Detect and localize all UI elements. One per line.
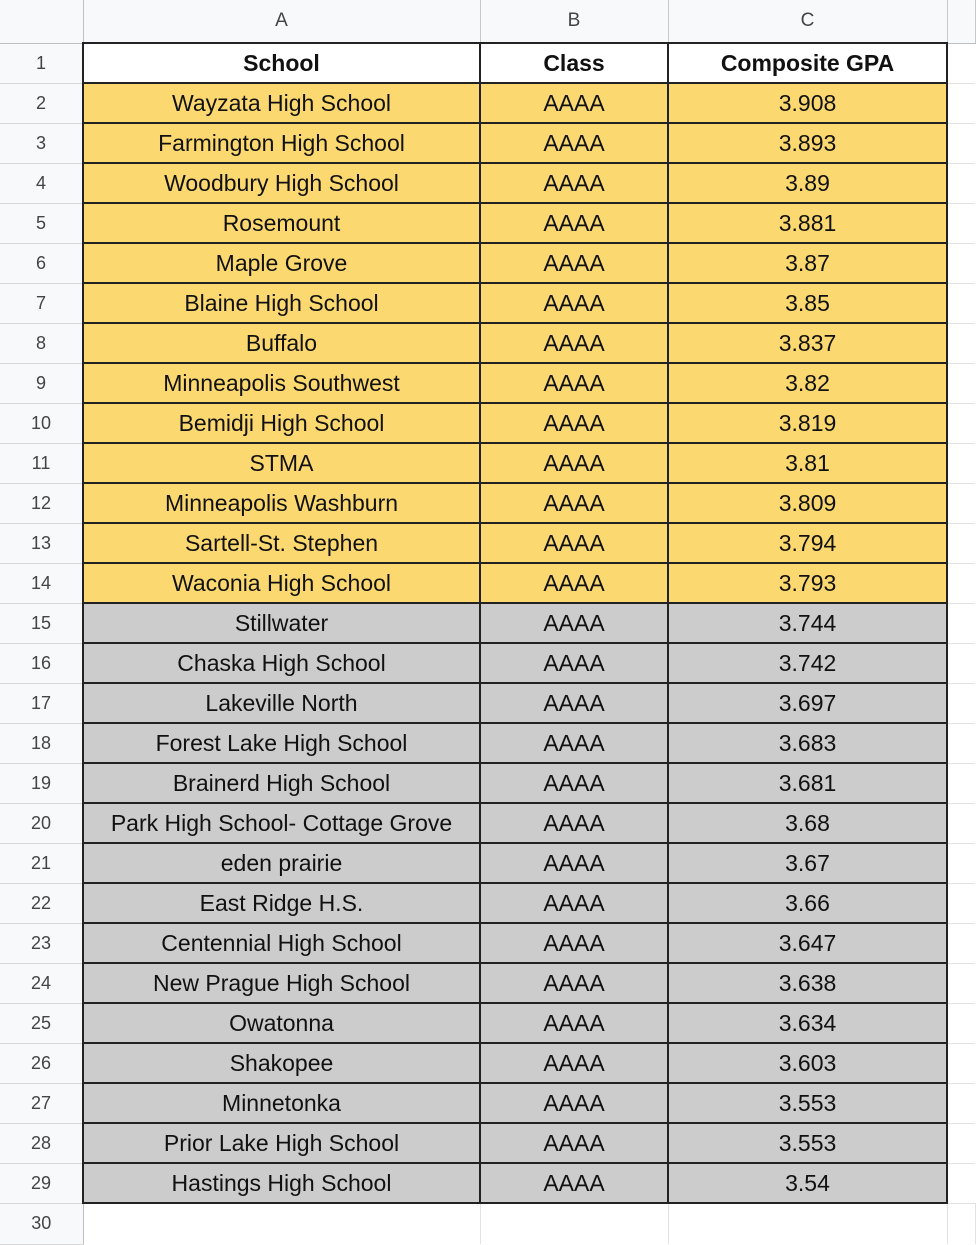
- cell-class[interactable]: AAAA: [480, 523, 668, 563]
- table-row: [0, 603, 975, 643]
- row-number[interactable]: 20: [0, 803, 83, 843]
- empty-cell[interactable]: [480, 1203, 668, 1244]
- cell-school[interactable]: Owatonna: [83, 1003, 480, 1043]
- empty-cell[interactable]: [947, 643, 975, 683]
- cell-class[interactable]: AAAA: [480, 843, 668, 883]
- cell-gpa[interactable]: 3.794: [668, 523, 947, 563]
- table-row: [0, 1163, 975, 1203]
- cell-school[interactable]: Centennial High School: [83, 923, 480, 963]
- cell-gpa[interactable]: 3.837: [668, 323, 947, 363]
- cell-gpa[interactable]: 3.54: [668, 1163, 947, 1203]
- cell-school[interactable]: Brainerd High School: [83, 763, 480, 803]
- table-row: [0, 1123, 975, 1163]
- cell-class[interactable]: AAAA: [480, 883, 668, 923]
- cell-class[interactable]: AAAA: [480, 963, 668, 1003]
- table-row: [0, 123, 975, 163]
- empty-cell[interactable]: [947, 363, 975, 403]
- empty-row: [0, 1203, 975, 1244]
- select-all-corner[interactable]: [0, 0, 83, 43]
- cell-gpa[interactable]: 3.553: [668, 1083, 947, 1123]
- cell-school[interactable]: Shakopee: [83, 1043, 480, 1083]
- table-row: [0, 563, 975, 603]
- cell-school[interactable]: Chaska High School: [83, 643, 480, 683]
- empty-cell[interactable]: [947, 1043, 975, 1083]
- row-number[interactable]: 3: [0, 123, 83, 163]
- empty-cell[interactable]: [947, 203, 975, 243]
- table-row: [0, 243, 975, 283]
- row-number[interactable]: 16: [0, 643, 83, 683]
- cell-class[interactable]: AAAA: [480, 283, 668, 323]
- cell-gpa[interactable]: 3.809: [668, 483, 947, 523]
- cell-school[interactable]: eden prairie: [83, 843, 480, 883]
- row-number[interactable]: 1: [0, 43, 83, 83]
- cell-school[interactable]: Bemidji High School: [83, 403, 480, 443]
- table-row: [0, 83, 975, 123]
- cell-gpa[interactable]: 3.681: [668, 763, 947, 803]
- empty-cell[interactable]: [947, 243, 975, 283]
- table-row: [0, 803, 975, 843]
- row-number[interactable]: 22: [0, 883, 83, 923]
- row-number[interactable]: 11: [0, 443, 83, 483]
- empty-cell[interactable]: [947, 1123, 975, 1163]
- empty-cell[interactable]: [947, 723, 975, 763]
- cell-class[interactable]: AAAA: [480, 643, 668, 683]
- row-number[interactable]: 30: [0, 1203, 83, 1244]
- cell-class[interactable]: AAAA: [480, 483, 668, 523]
- cell-gpa[interactable]: 3.647: [668, 923, 947, 963]
- cell-school[interactable]: Maple Grove: [83, 243, 480, 283]
- cell-gpa[interactable]: 3.87: [668, 243, 947, 283]
- empty-cell[interactable]: [947, 803, 975, 843]
- cell-class[interactable]: AAAA: [480, 763, 668, 803]
- cell-school[interactable]: Minneapolis Washburn: [83, 483, 480, 523]
- table-row: [0, 683, 975, 723]
- cell-gpa[interactable]: 3.81: [668, 443, 947, 483]
- cell-school[interactable]: East Ridge H.S.: [83, 883, 480, 923]
- table-row: [0, 283, 975, 323]
- cell-gpa[interactable]: 3.683: [668, 723, 947, 763]
- cell-school[interactable]: Blaine High School: [83, 283, 480, 323]
- empty-cell[interactable]: [947, 283, 975, 323]
- cell-gpa[interactable]: 3.603: [668, 1043, 947, 1083]
- cell-class[interactable]: AAAA: [480, 403, 668, 443]
- row-number[interactable]: 23: [0, 923, 83, 963]
- cell-class[interactable]: AAAA: [480, 1043, 668, 1083]
- cell-class[interactable]: AAAA: [480, 203, 668, 243]
- cell-school[interactable]: Hastings High School: [83, 1163, 480, 1203]
- table-row: [0, 323, 975, 363]
- cell-class[interactable]: AAAA: [480, 563, 668, 603]
- cell-gpa[interactable]: 3.881: [668, 203, 947, 243]
- row-number[interactable]: 21: [0, 843, 83, 883]
- cell-school[interactable]: Minnetonka: [83, 1083, 480, 1123]
- row-number[interactable]: 5: [0, 203, 83, 243]
- table-row: [0, 643, 975, 683]
- empty-cell[interactable]: [947, 563, 975, 603]
- row-number[interactable]: 29: [0, 1163, 83, 1203]
- cell-school[interactable]: Forest Lake High School: [83, 723, 480, 763]
- cell-school[interactable]: Rosemount: [83, 203, 480, 243]
- empty-cell[interactable]: [83, 1203, 480, 1244]
- cell-school[interactable]: Prior Lake High School: [83, 1123, 480, 1163]
- grid-body: [0, 43, 975, 1244]
- table-row: [0, 1003, 975, 1043]
- table-row: [0, 203, 975, 243]
- table-row: [0, 763, 975, 803]
- empty-cell[interactable]: [947, 483, 975, 523]
- table-row: [0, 523, 975, 563]
- cell-gpa[interactable]: 3.744: [668, 603, 947, 643]
- table-row: [0, 403, 975, 443]
- row-number[interactable]: 12: [0, 483, 83, 523]
- row-number[interactable]: 26: [0, 1043, 83, 1083]
- row-number[interactable]: 19: [0, 763, 83, 803]
- cell-gpa[interactable]: 3.89: [668, 163, 947, 203]
- empty-cell[interactable]: [947, 1003, 975, 1043]
- cell-class[interactable]: AAAA: [480, 323, 668, 363]
- row-number[interactable]: 2: [0, 83, 83, 123]
- empty-cell[interactable]: [947, 603, 975, 643]
- cell-school[interactable]: Wayzata High School: [83, 83, 480, 123]
- row-number[interactable]: 25: [0, 1003, 83, 1043]
- cell-school[interactable]: STMA: [83, 443, 480, 483]
- table-row: [0, 363, 975, 403]
- row-number[interactable]: 24: [0, 963, 83, 1003]
- column-header-row: [0, 0, 975, 43]
- cell-class[interactable]: AAAA: [480, 1083, 668, 1123]
- cell-gpa[interactable]: 3.634: [668, 1003, 947, 1043]
- row-number[interactable]: 17: [0, 683, 83, 723]
- cell-class[interactable]: AAAA: [480, 923, 668, 963]
- empty-cell[interactable]: [947, 1203, 975, 1244]
- cell-class[interactable]: AAAA: [480, 1163, 668, 1203]
- row-number[interactable]: 9: [0, 363, 83, 403]
- row-number[interactable]: 13: [0, 523, 83, 563]
- empty-cell[interactable]: [947, 843, 975, 883]
- cell-school[interactable]: Park High School- Cottage Grove: [83, 803, 480, 843]
- empty-cell[interactable]: [947, 683, 975, 723]
- cell-class[interactable]: AAAA: [480, 603, 668, 643]
- cell-school[interactable]: Sartell-St. Stephen: [83, 523, 480, 563]
- cell-gpa[interactable]: 3.793: [668, 563, 947, 603]
- cell-class[interactable]: AAAA: [480, 803, 668, 843]
- cell-class[interactable]: AAAA: [480, 443, 668, 483]
- empty-cell[interactable]: [947, 963, 975, 1003]
- column-header-c[interactable]: C: [668, 0, 947, 43]
- table-row: [0, 723, 975, 763]
- row-number[interactable]: 7: [0, 283, 83, 323]
- row-number[interactable]: 8: [0, 323, 83, 363]
- row-number[interactable]: 6: [0, 243, 83, 283]
- row-number[interactable]: 15: [0, 603, 83, 643]
- table-row: [0, 1083, 975, 1123]
- empty-cell[interactable]: [947, 1163, 975, 1203]
- empty-cell[interactable]: [947, 403, 975, 443]
- table-row: [0, 483, 975, 523]
- cell-school[interactable]: Waconia High School: [83, 563, 480, 603]
- cell-gpa[interactable]: 3.66: [668, 883, 947, 923]
- row-number[interactable]: 28: [0, 1123, 83, 1163]
- empty-cell[interactable]: [947, 83, 975, 123]
- empty-cell[interactable]: [947, 443, 975, 483]
- table-row: [0, 1043, 975, 1083]
- empty-cell[interactable]: [668, 1203, 947, 1244]
- column-header-b[interactable]: B: [480, 0, 668, 43]
- cell-gpa[interactable]: 3.742: [668, 643, 947, 683]
- cell-gpa[interactable]: 3.908: [668, 83, 947, 123]
- cell-class[interactable]: AAAA: [480, 1123, 668, 1163]
- cell-school[interactable]: New Prague High School: [83, 963, 480, 1003]
- empty-cell[interactable]: [947, 763, 975, 803]
- cell-gpa[interactable]: 3.67: [668, 843, 947, 883]
- cell-class[interactable]: AAAA: [480, 723, 668, 763]
- row-number[interactable]: 27: [0, 1083, 83, 1123]
- cell-school[interactable]: Minneapolis Southwest: [83, 363, 480, 403]
- row-number[interactable]: 18: [0, 723, 83, 763]
- table-row: [0, 963, 975, 1003]
- empty-cell[interactable]: [947, 883, 975, 923]
- cell-school[interactable]: Lakeville North: [83, 683, 480, 723]
- cell-class[interactable]: AAAA: [480, 363, 668, 403]
- header-cell-class[interactable]: Class: [480, 43, 668, 83]
- cell-school[interactable]: Stillwater: [83, 603, 480, 643]
- cell-class[interactable]: AAAA: [480, 163, 668, 203]
- cell-gpa[interactable]: 3.638: [668, 963, 947, 1003]
- cell-gpa[interactable]: 3.893: [668, 123, 947, 163]
- cell-gpa[interactable]: 3.85: [668, 283, 947, 323]
- column-header-a[interactable]: A: [83, 0, 480, 43]
- table-header-row: [0, 43, 975, 83]
- empty-cell[interactable]: [947, 43, 975, 83]
- empty-cell[interactable]: [947, 1083, 975, 1123]
- cell-class[interactable]: AAAA: [480, 83, 668, 123]
- table-row: [0, 443, 975, 483]
- table-row: [0, 843, 975, 883]
- cell-class[interactable]: AAAA: [480, 1003, 668, 1043]
- empty-cell[interactable]: [947, 923, 975, 963]
- cell-gpa[interactable]: 3.68: [668, 803, 947, 843]
- column-header-d[interactable]: [947, 0, 975, 43]
- cell-class[interactable]: AAAA: [480, 123, 668, 163]
- row-number[interactable]: 10: [0, 403, 83, 443]
- empty-cell[interactable]: [947, 123, 975, 163]
- empty-cell[interactable]: [947, 323, 975, 363]
- empty-cell[interactable]: [947, 523, 975, 563]
- row-number[interactable]: 4: [0, 163, 83, 203]
- empty-cell[interactable]: [947, 163, 975, 203]
- table-row: [0, 923, 975, 963]
- table-row: [0, 883, 975, 923]
- cell-class[interactable]: AAAA: [480, 683, 668, 723]
- cell-gpa[interactable]: 3.819: [668, 403, 947, 443]
- header-cell-school[interactable]: School: [83, 43, 480, 83]
- cell-gpa[interactable]: 3.82: [668, 363, 947, 403]
- cell-gpa[interactable]: 3.697: [668, 683, 947, 723]
- cell-school[interactable]: Woodbury High School: [83, 163, 480, 203]
- cell-school[interactable]: Buffalo: [83, 323, 480, 363]
- cell-class[interactable]: AAAA: [480, 243, 668, 283]
- row-number[interactable]: 14: [0, 563, 83, 603]
- cell-school[interactable]: Farmington High School: [83, 123, 480, 163]
- table-row: [0, 163, 975, 203]
- cell-gpa[interactable]: 3.553: [668, 1123, 947, 1163]
- header-cell-gpa[interactable]: Composite GPA: [668, 43, 947, 83]
